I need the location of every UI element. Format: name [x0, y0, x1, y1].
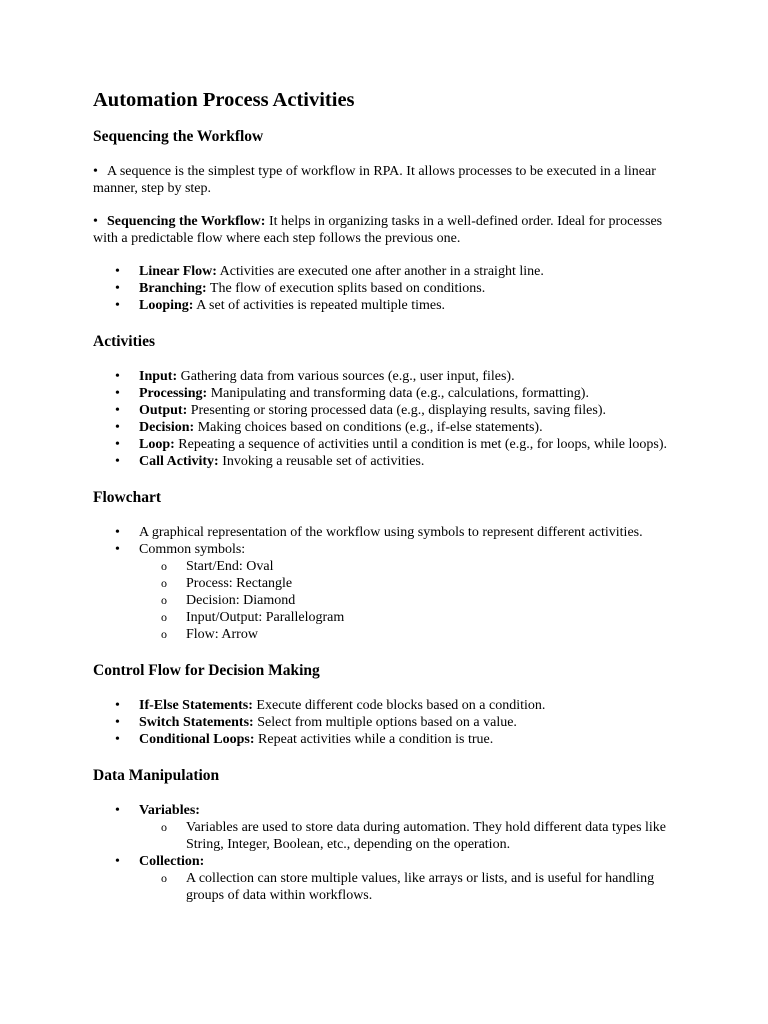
list-item: • A graphical representation of the workflow using symbols to represent different activities. [139, 524, 678, 541]
section-activities [93, 332, 678, 470]
list-item: o Variables are used to store data during automation. They hold different data types like String, Integer, Boolean, etc., depending on the operation. [186, 819, 678, 853]
list-item: • Variables: o Variables are used to store data during automation. They hold different data types like String, Integer, Boolean, etc., depending on the operation. [139, 802, 678, 853]
data-manipulation-list [93, 802, 678, 904]
bullet-icon: • [93, 164, 98, 179]
section-heading-activities: Activities [93, 333, 155, 350]
section-heading-data-manipulation: Data Manipulation [93, 767, 220, 784]
section-data-manipulation [93, 766, 678, 904]
list-item: • Common symbols: o Start/End: Oval o Process: Rectangle o Decision: Diamond o Input/Output: Parallelogram o Flow: Arrow [139, 541, 678, 643]
sequencing-paragraph-2: • Sequencing the Workflow: It helps in organizing tasks in a well-defined order. Ideal for processes with a predictable flow where each step follows the previous one. [93, 214, 663, 246]
list-item: o Process: Rectangle [186, 575, 678, 592]
list-item: • Conditional Loops: Repeat activities while a condition is true. [139, 731, 678, 748]
list-item: • Decision: Making choices based on conditions (e.g., if-else statements). [139, 419, 678, 436]
list-item: o Decision: Diamond [186, 592, 678, 609]
list-item: o Start/End: Oval [186, 558, 678, 575]
document-title: Automation Process Activities [93, 89, 355, 111]
flowchart-symbols-list [139, 558, 678, 643]
list-item: • Branching: The flow of execution splits based on conditions. [139, 280, 678, 297]
list-item: • If-Else Statements: Execute different code blocks based on a condition. [139, 697, 678, 714]
flowchart-list [93, 524, 678, 643]
sequencing-flow-list [93, 263, 678, 314]
list-item: • Loop: Repeating a sequence of activities until a condition is met (e.g., for loops, while loops). [139, 436, 678, 453]
list-item: • Call Activity: Invoking a reusable set of activities. [139, 453, 678, 470]
list-item: • Switch Statements: Select from multiple options based on a value. [139, 714, 678, 731]
document-page [93, 86, 678, 922]
list-item: o Flow: Arrow [186, 626, 678, 643]
variables-sublist [139, 819, 678, 853]
list-item: • Input: Gathering data from various sources (e.g., user input, files). [139, 368, 678, 385]
list-item: • Output: Presenting or storing processed data (e.g., displaying results, saving files). [139, 402, 678, 419]
bullet-icon: • [93, 214, 98, 229]
list-item: • Linear Flow: Activities are executed one after another in a straight line. [139, 263, 678, 280]
section-flowchart [93, 488, 678, 643]
list-item: • Looping: A set of activities is repeated multiple times. [139, 297, 678, 314]
list-item: o Input/Output: Parallelogram [186, 609, 678, 626]
list-item: o A collection can store multiple values, like arrays or lists, and is useful for handling groups of data within workflows. [186, 870, 678, 904]
section-control-flow [93, 661, 678, 748]
sequencing-paragraph-1: • A sequence is the simplest type of workflow in RPA. It allows processes to be executed in a linear manner, step by step. [93, 164, 656, 196]
section-sequencing [93, 127, 678, 314]
activities-list [93, 368, 678, 470]
section-heading-control-flow: Control Flow for Decision Making [93, 662, 320, 679]
collection-sublist [139, 870, 678, 904]
section-heading-flowchart: Flowchart [93, 489, 162, 506]
list-item: • Collection: o A collection can store multiple values, like arrays or lists, and is useful for handling groups of data within workflows. [139, 853, 678, 904]
list-item: • Processing: Manipulating and transforming data (e.g., calculations, formatting). [139, 385, 678, 402]
section-heading-sequencing: Sequencing the Workflow [93, 128, 264, 145]
control-flow-list [93, 697, 678, 748]
